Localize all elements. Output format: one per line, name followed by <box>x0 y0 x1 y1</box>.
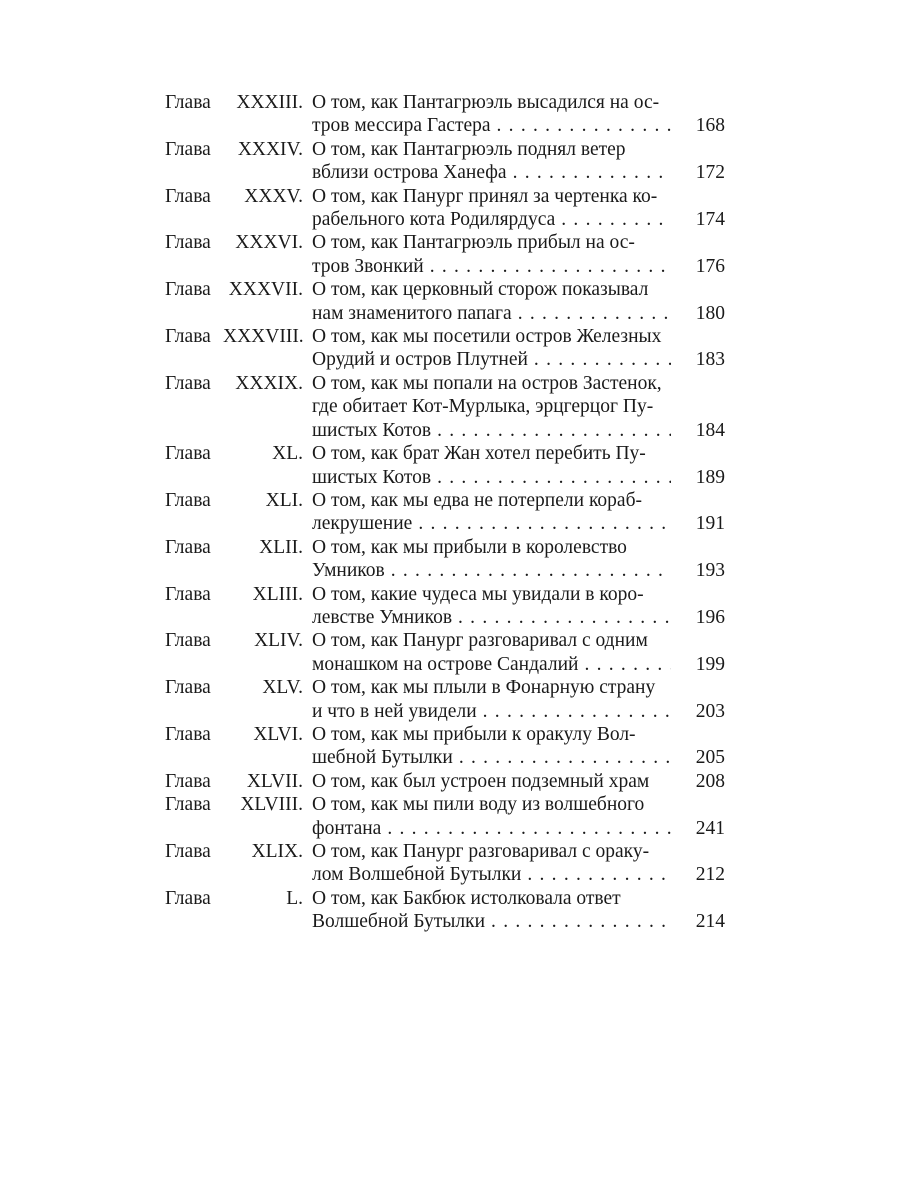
chapter-title <box>312 231 671 278</box>
page-number: 212 <box>695 864 725 886</box>
chapter-title-line: вблизи острова Ханефа <box>312 162 507 184</box>
page-number: 196 <box>695 606 725 628</box>
chapter-label: Глава <box>165 489 211 511</box>
chapter-number: XLVIII. <box>240 794 303 816</box>
toc-entry <box>165 489 725 536</box>
dot-leader <box>385 559 671 582</box>
toc-entry <box>165 185 725 232</box>
chapter-label: Глава <box>165 794 211 816</box>
page-number-cell <box>671 325 725 372</box>
chapter-number: XLII. <box>259 536 303 558</box>
chapter-number: XLI. <box>265 489 303 511</box>
toc-entry <box>165 231 725 278</box>
page-number-cell <box>671 185 725 232</box>
page-number-cell <box>671 489 725 536</box>
chapter-title-line: тров Звонкий <box>312 255 424 277</box>
chapter-label: Глава <box>165 326 211 348</box>
page-number-cell <box>671 770 725 793</box>
chapter-title <box>312 887 671 934</box>
page-number: 193 <box>695 560 725 582</box>
dot-leader <box>381 817 671 840</box>
chapter-title-line: О том, как мы попали на остров Застенок, <box>312 372 662 394</box>
page-number-cell <box>671 372 725 442</box>
chapter-title-line: Орудий и остров Плутней <box>312 349 528 371</box>
chapter-title-line: шистых Котов <box>312 466 432 488</box>
toc-entry <box>165 138 725 185</box>
chapter-title-line: лекрушение <box>312 513 413 535</box>
chapter-number: XLIV. <box>254 630 303 652</box>
dot-leader <box>521 863 671 886</box>
toc-entry <box>165 372 725 442</box>
chapter-title-line: где обитает Кот-Мурлыка, эрцгерцог Пу- <box>312 396 654 418</box>
dot-leader <box>424 255 671 278</box>
chapter-title <box>312 372 671 442</box>
chapter-number: XXXIII. <box>236 92 303 113</box>
chapter-title-line: нам знаменитого папага <box>312 302 512 324</box>
chapter-title <box>312 138 671 185</box>
chapter-title <box>312 629 671 676</box>
toc-entry <box>165 676 725 723</box>
chapter-title <box>312 723 671 770</box>
chapter-title-line: О том, как мы едва не потерпели кораб- <box>312 489 642 511</box>
page-number: 203 <box>695 700 725 722</box>
chapter-title-line: О том, как Панург разговаривал с одним <box>312 630 648 652</box>
chapter-title-line: О том, как Бакбюк истолковала ответ <box>312 887 621 909</box>
dot-leader <box>452 606 671 629</box>
chapter-label: Глава <box>165 372 211 394</box>
chapter-title <box>312 840 671 887</box>
chapter-title-line: и что в ней увидели <box>312 700 477 722</box>
page-number: 176 <box>695 255 725 277</box>
chapter-number: XLV. <box>262 677 303 699</box>
chapter-title-line: лом Волшебной Бутылки <box>312 864 522 886</box>
page-number: 189 <box>695 466 725 488</box>
chapter-title-line: О том, как мы прибыли в королевство <box>312 536 627 558</box>
chapter-title-line: О том, как мы пили воду из волшебного <box>312 794 645 816</box>
chapter-title-line: О том, какие чудеса мы увидали в коро- <box>312 583 644 605</box>
chapter-number: XXXIX. <box>235 372 303 394</box>
toc-entry <box>165 278 725 325</box>
dot-leader <box>431 419 671 442</box>
chapter-label: Глава <box>165 583 211 605</box>
chapter-title-line: О том, как Пантагрюэль поднял ветер <box>312 138 626 160</box>
toc-entry <box>165 887 725 934</box>
page-number-cell <box>671 676 725 723</box>
chapter-label: Глава <box>165 887 211 909</box>
chapter-title-line: О том, как церковный сторож показывал <box>312 279 649 301</box>
chapter-title-line: О том, как Пантагрюэль высадился на ос- <box>312 92 660 113</box>
toc-entry <box>165 629 725 676</box>
chapter-title <box>312 793 671 840</box>
page-number-cell <box>671 629 725 676</box>
chapter-title <box>312 489 671 536</box>
page-number-cell <box>671 442 725 489</box>
toc-entry <box>165 442 725 489</box>
chapter-label: Глава <box>165 630 211 652</box>
chapter-title-line: О том, как мы прибыли к оракулу Вол- <box>312 723 636 745</box>
page-number: 199 <box>695 653 725 675</box>
chapter-title-line: О том, как Панург разговаривал с ораку- <box>312 841 650 862</box>
page-number-cell <box>671 536 725 583</box>
chapter-label: Глава <box>165 536 211 558</box>
toc-entry <box>165 91 725 138</box>
page-number-cell <box>671 723 725 770</box>
dot-leader <box>453 746 671 769</box>
page-number: 205 <box>695 747 725 769</box>
chapter-label: Глава <box>165 92 211 113</box>
dot-leader <box>412 512 671 535</box>
chapter-number: XL. <box>272 443 303 465</box>
page-number: 172 <box>695 162 725 184</box>
dot-leader <box>491 114 671 137</box>
page-number: 184 <box>695 419 725 441</box>
page-number: 180 <box>695 302 725 324</box>
page-number-cell <box>671 887 725 934</box>
page-number-cell <box>671 138 725 185</box>
dot-leader <box>512 302 671 325</box>
chapter-number: XLIX. <box>251 841 303 862</box>
chapter-number: XXXV. <box>244 185 303 207</box>
toc-entry <box>165 723 725 770</box>
chapter-title-line: левстве Умников <box>312 606 453 628</box>
chapter-title-line: фонтана <box>312 817 382 839</box>
dot-leader <box>477 700 671 723</box>
chapter-number: L. <box>286 887 303 909</box>
chapter-title-line: тров мессира Гастера <box>312 115 491 137</box>
chapter-number: XLIII. <box>252 583 303 605</box>
chapter-title-line: О том, как Панург принял за чертенка ко- <box>312 185 658 207</box>
toc-entry <box>165 793 725 840</box>
chapter-title-line: Волшебной Бутылки <box>312 911 486 933</box>
chapter-title-line: монашком на острове Сандалий <box>312 653 579 675</box>
chapter-title <box>312 770 671 793</box>
chapter-title <box>312 278 671 325</box>
chapter-title <box>312 676 671 723</box>
dot-leader <box>555 208 671 231</box>
dot-leader <box>578 653 671 676</box>
chapter-title-line: О том, как мы плыли в Фонарную страну <box>312 677 656 699</box>
chapter-title-line: шебной Бутылки <box>312 747 453 769</box>
chapter-title <box>312 583 671 630</box>
page-number: 174 <box>695 209 725 231</box>
page-number: 183 <box>695 349 725 371</box>
chapter-label: Глава <box>165 232 211 254</box>
page-number-cell <box>671 231 725 278</box>
chapter-title-line: О том, как мы посетили остров Железных <box>312 326 662 348</box>
chapter-label: Глава <box>165 841 211 862</box>
toc-entry <box>165 536 725 583</box>
chapter-title-line: О том, как был устроен подземный храм <box>312 770 650 792</box>
chapter-title-line: рабельного кота Родилярдуса <box>312 209 556 231</box>
chapter-title <box>312 536 671 583</box>
chapter-title <box>312 325 671 372</box>
chapter-number: XXXVIII. <box>223 326 304 348</box>
toc-entry <box>165 583 725 630</box>
chapter-label: Глава <box>165 443 211 465</box>
chapter-label: Глава <box>165 770 211 792</box>
page-number-cell <box>671 91 725 138</box>
chapter-label: Глава <box>165 138 211 160</box>
chapter-title-line: О том, как Пантагрюэль прибыл на ос- <box>312 232 635 254</box>
page-number: 241 <box>695 817 725 839</box>
chapter-label: Глава <box>165 723 211 745</box>
chapter-number: XXXIV. <box>237 138 303 160</box>
chapter-title-line: Умников <box>312 560 385 582</box>
page-number: 191 <box>695 513 725 535</box>
chapter-title-line: шистых Котов <box>312 419 432 441</box>
page-number: 168 <box>695 115 725 137</box>
dot-leader <box>528 348 671 371</box>
page-number: 208 <box>695 770 725 792</box>
page-number-cell <box>671 278 725 325</box>
dot-leader <box>485 910 671 933</box>
page-number-cell <box>671 840 725 887</box>
dot-leader <box>431 466 671 489</box>
chapter-title <box>312 91 671 138</box>
page-number: 214 <box>695 911 725 933</box>
page-number-cell <box>671 583 725 630</box>
chapter-label: Глава <box>165 279 211 301</box>
dot-leader <box>507 161 671 184</box>
chapter-label: Глава <box>165 185 211 207</box>
chapter-number: XLVII. <box>246 770 303 792</box>
toc-entry <box>165 840 725 887</box>
chapter-label: Глава <box>165 677 211 699</box>
chapter-title <box>312 442 671 489</box>
table-of-contents <box>165 91 725 934</box>
chapter-title-line: О том, как брат Жан хотел перебить Пу- <box>312 443 646 465</box>
chapter-number: XXXVI. <box>235 232 303 254</box>
chapter-number: XXXVII. <box>228 279 303 301</box>
chapter-number: XLVI. <box>253 723 303 745</box>
toc-entry <box>165 325 725 372</box>
page-number-cell <box>671 793 725 840</box>
toc-entry <box>165 770 725 793</box>
chapter-title <box>312 185 671 232</box>
